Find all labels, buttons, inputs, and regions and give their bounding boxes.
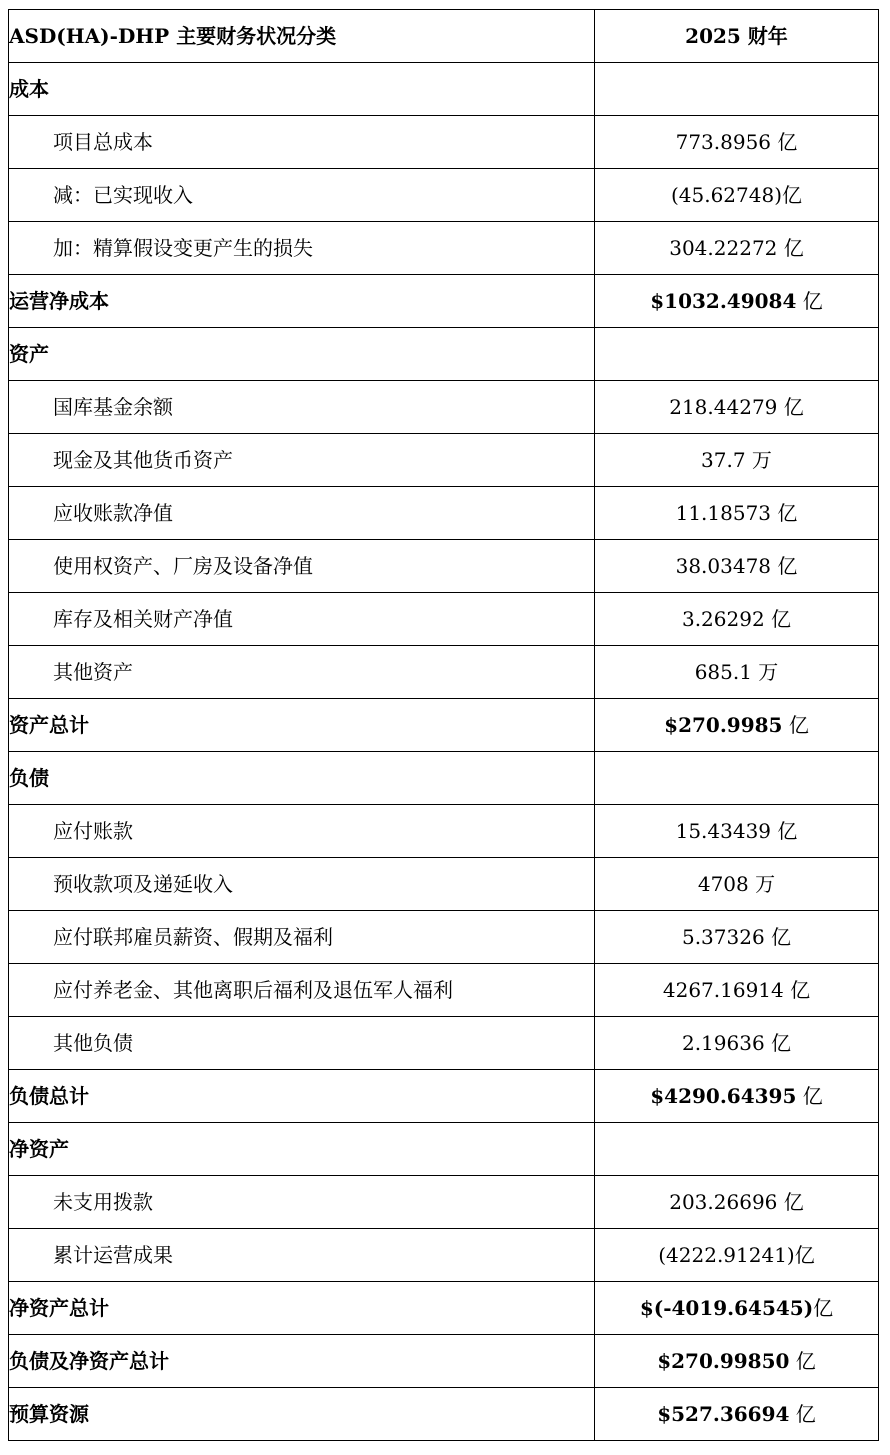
table-header-row (9, 10, 879, 63)
row-label: 库存及相关财产净值 (9, 593, 595, 646)
row-value: 4708 万 (595, 858, 879, 911)
row-label: 使用权资产、厂房及设备净值 (9, 540, 595, 593)
row-label: 加：精算假设变更产生的损失 (9, 222, 595, 275)
row-label: 应收账款净值 (9, 487, 595, 540)
row-value: 2.19636 亿 (595, 1017, 879, 1070)
total-amount: $(-4019.64545) (639, 1296, 814, 1320)
row-value: (4222.91241)亿 (595, 1229, 879, 1282)
row-value: 5.37326 亿 (595, 911, 879, 964)
table-row (9, 487, 879, 540)
section-value (595, 1123, 879, 1176)
table-row (9, 805, 879, 858)
section-label: 成本 (9, 63, 595, 116)
table-row (9, 911, 879, 964)
table-row (9, 540, 879, 593)
section-row-liabilities (9, 752, 879, 805)
row-value: 3.26292 亿 (595, 593, 879, 646)
total-label: 负债总计 (9, 1070, 595, 1123)
total-label: 预算资源 (9, 1388, 595, 1441)
table-row (9, 169, 879, 222)
row-label: 应付养老金、其他离职后福利及退伍军人福利 (9, 964, 595, 1017)
row-label: 现金及其他货币资产 (9, 434, 595, 487)
total-value (595, 1282, 879, 1335)
section-label: 净资产 (9, 1123, 595, 1176)
table-row (9, 222, 879, 275)
row-label: 应付联邦雇员薪资、假期及福利 (9, 911, 595, 964)
total-amount: $527.36694 (657, 1402, 790, 1426)
table-row (9, 964, 879, 1017)
row-value: 218.44279 亿 (595, 381, 879, 434)
total-unit: 亿 (789, 1402, 816, 1426)
table-row (9, 1176, 879, 1229)
row-value: 685.1 万 (595, 646, 879, 699)
table-body (9, 63, 879, 1441)
total-row-liabilities-and-net-position (9, 1335, 879, 1388)
row-label: 预收款项及递延收入 (9, 858, 595, 911)
total-value (595, 1070, 879, 1123)
table-row (9, 858, 879, 911)
section-label: 资产 (9, 328, 595, 381)
table-row (9, 1017, 879, 1070)
table-row (9, 434, 879, 487)
total-label: 资产总计 (9, 699, 595, 752)
row-value: 37.7 万 (595, 434, 879, 487)
row-value: 11.18573 亿 (595, 487, 879, 540)
total-unit: 亿 (796, 289, 823, 313)
total-label: 负债及净资产总计 (9, 1335, 595, 1388)
section-value (595, 63, 879, 116)
fiscal-year-header: 2025 财年 (595, 10, 879, 63)
total-row-budgetary-resources (9, 1388, 879, 1441)
row-value: 15.43439 亿 (595, 805, 879, 858)
table-title: ASD(HA)-DHP 主要财务状况分类 (9, 10, 595, 63)
row-label: 未支用拨款 (9, 1176, 595, 1229)
total-row-liabilities (9, 1070, 879, 1123)
total-value (595, 699, 879, 752)
section-value (595, 752, 879, 805)
table-row (9, 1229, 879, 1282)
total-amount: $1032.49084 (650, 289, 797, 313)
total-unit: 亿 (789, 1349, 816, 1373)
row-label: 其他资产 (9, 646, 595, 699)
total-row-net-cost (9, 275, 879, 328)
row-value: 773.8956 亿 (595, 116, 879, 169)
row-value: 38.03478 亿 (595, 540, 879, 593)
total-amount: $270.9985 (664, 713, 783, 737)
table-row (9, 646, 879, 699)
total-unit: 亿 (813, 1296, 834, 1320)
row-label: 项目总成本 (9, 116, 595, 169)
section-value (595, 328, 879, 381)
row-label: 其他负债 (9, 1017, 595, 1070)
table-row (9, 116, 879, 169)
section-row-net-position (9, 1123, 879, 1176)
total-value (595, 1335, 879, 1388)
row-label: 减：已实现收入 (9, 169, 595, 222)
total-unit: 亿 (782, 713, 809, 737)
total-row-net-position (9, 1282, 879, 1335)
row-label: 累计运营成果 (9, 1229, 595, 1282)
total-value (595, 275, 879, 328)
row-label: 国库基金余额 (9, 381, 595, 434)
section-row-assets (9, 328, 879, 381)
table-row (9, 381, 879, 434)
row-value: 304.22272 亿 (595, 222, 879, 275)
total-row-assets (9, 699, 879, 752)
total-amount: $270.99850 (657, 1349, 790, 1373)
row-value: 4267.16914 亿 (595, 964, 879, 1017)
row-label: 应付账款 (9, 805, 595, 858)
section-row-cost (9, 63, 879, 116)
total-amount: $4290.64395 (650, 1084, 797, 1108)
table-row (9, 593, 879, 646)
total-label: 净资产总计 (9, 1282, 595, 1335)
total-label: 运营净成本 (9, 275, 595, 328)
financial-summary-table (8, 9, 879, 1441)
row-value: 203.26696 亿 (595, 1176, 879, 1229)
section-label: 负债 (9, 752, 595, 805)
row-value: (45.62748)亿 (595, 169, 879, 222)
total-unit: 亿 (796, 1084, 823, 1108)
total-value (595, 1388, 879, 1441)
